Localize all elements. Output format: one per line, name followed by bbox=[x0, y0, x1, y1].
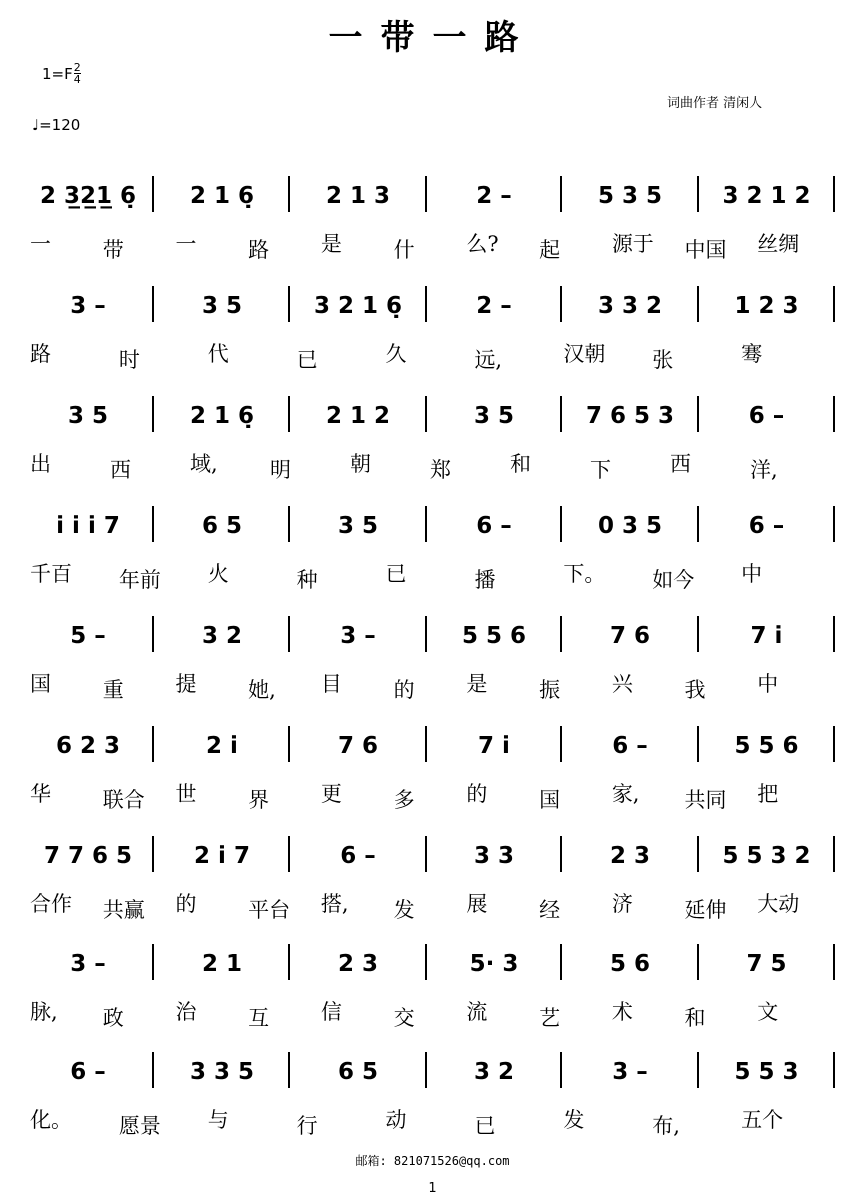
measure bbox=[28, 1054, 148, 1090]
measure bbox=[432, 398, 556, 434]
lyric-syllable: 多 bbox=[393, 788, 415, 812]
measure bbox=[568, 618, 692, 654]
measure-notes: 6 5 bbox=[337, 1059, 378, 1085]
lyric-syllable: 中 bbox=[741, 562, 763, 586]
measure-notes: 3 3 bbox=[473, 843, 514, 869]
measure bbox=[705, 288, 828, 324]
lyric-syllable: 明 bbox=[270, 458, 291, 482]
measure-notes: 5 5 3 2 bbox=[722, 843, 811, 869]
measure-notes: 3 – bbox=[70, 293, 106, 319]
lyric-syllable: 火 bbox=[207, 562, 229, 586]
measure bbox=[160, 728, 284, 764]
bar-line bbox=[425, 1052, 427, 1088]
lyric-syllable: 政 bbox=[102, 1006, 124, 1030]
measure bbox=[160, 1054, 284, 1090]
tempo-value: =120 bbox=[39, 116, 81, 134]
lyric-syllable: 与 bbox=[207, 1108, 229, 1132]
measure-notes: 2 3̲2̲1̲ 6̣ bbox=[39, 183, 137, 209]
bar-line bbox=[425, 506, 427, 542]
bar-line bbox=[560, 396, 562, 432]
lyric-syllable: 种 bbox=[296, 568, 318, 592]
measure bbox=[432, 946, 556, 982]
lyric-syllable: 西 bbox=[670, 452, 691, 476]
lyric-syllable: 丝绸 bbox=[757, 232, 800, 256]
measure bbox=[160, 288, 284, 324]
lyric-syllable: 一 bbox=[175, 232, 197, 256]
bar-line bbox=[560, 286, 562, 322]
measure bbox=[432, 1054, 556, 1090]
bar-line bbox=[833, 506, 835, 542]
score-system bbox=[0, 818, 865, 928]
lyric-syllable: 郑 bbox=[430, 458, 451, 482]
bar-line bbox=[152, 944, 154, 980]
lyric-syllable: 国 bbox=[539, 788, 561, 812]
lyric-syllable: 代 bbox=[207, 342, 229, 366]
lyric-syllable: 年前 bbox=[118, 568, 161, 592]
measure bbox=[28, 178, 148, 214]
page-number: 1 bbox=[428, 1181, 437, 1196]
measure-notes: 6 5 bbox=[201, 513, 242, 539]
measure-notes: 3 2 bbox=[473, 1059, 514, 1085]
lyric-syllable: 中国 bbox=[684, 238, 727, 262]
lyric-syllable: 艺 bbox=[539, 1006, 561, 1030]
lyric-syllable: 交 bbox=[393, 1006, 415, 1030]
notes-row bbox=[0, 926, 865, 986]
lyric-syllable: 治 bbox=[175, 1000, 197, 1024]
measure bbox=[568, 508, 692, 544]
lyric-syllable: 发 bbox=[393, 898, 415, 922]
notes-row bbox=[0, 1034, 865, 1094]
lyric-syllable: 什 bbox=[393, 238, 415, 262]
bar-line bbox=[833, 836, 835, 872]
measure bbox=[705, 946, 828, 982]
measure bbox=[160, 838, 284, 874]
lyrics-row bbox=[0, 320, 865, 372]
lyric-syllable: 延伸 bbox=[684, 898, 727, 922]
bar-line bbox=[288, 1052, 290, 1088]
lyric-syllable: 振 bbox=[539, 678, 561, 702]
bar-line bbox=[425, 726, 427, 762]
lyric-syllable: 发 bbox=[563, 1108, 585, 1132]
measure-notes: 2 1 3 bbox=[325, 183, 391, 209]
bar-line bbox=[288, 286, 290, 322]
bar-line bbox=[560, 1052, 562, 1088]
bar-line bbox=[425, 616, 427, 652]
measure bbox=[705, 1054, 828, 1090]
measure bbox=[28, 946, 148, 982]
measure-notes: 2 1 6̣ bbox=[189, 183, 255, 209]
lyric-syllable: 合作 bbox=[30, 892, 72, 916]
measure bbox=[432, 288, 556, 324]
bar-line bbox=[833, 1052, 835, 1088]
measure-notes: 3 3 5 bbox=[189, 1059, 255, 1085]
measure bbox=[160, 946, 284, 982]
lyric-syllable: 下。 bbox=[563, 562, 606, 586]
bar-line bbox=[560, 836, 562, 872]
measure-notes: 2 i̇ bbox=[206, 733, 238, 759]
bar-line bbox=[560, 616, 562, 652]
lyric-syllable: 久 bbox=[385, 342, 407, 366]
bar-line bbox=[560, 944, 562, 980]
bar-line bbox=[152, 726, 154, 762]
lyric-syllable: 脉, bbox=[30, 1000, 58, 1024]
lyric-syllable: 起 bbox=[539, 238, 561, 262]
lyric-syllable: 信 bbox=[320, 1000, 342, 1024]
measure bbox=[432, 508, 556, 544]
measure bbox=[432, 838, 556, 874]
bar-line bbox=[833, 286, 835, 322]
measure-notes: 3 2 bbox=[201, 623, 242, 649]
lyric-syllable: 目 bbox=[320, 672, 342, 696]
bar-line bbox=[697, 944, 699, 980]
score-system bbox=[0, 708, 865, 818]
measure bbox=[160, 178, 284, 214]
lyric-syllable: 平台 bbox=[248, 898, 291, 922]
measure bbox=[296, 288, 420, 324]
lyric-syllable: 兴 bbox=[611, 672, 633, 696]
measure-notes: 7 5 bbox=[746, 951, 787, 977]
measure-notes: 6 – bbox=[476, 513, 512, 539]
lyric-syllable: 布, bbox=[652, 1114, 680, 1138]
measure-notes: 6 – bbox=[340, 843, 376, 869]
lyric-syllable: 西 bbox=[110, 458, 131, 482]
bar-line bbox=[288, 506, 290, 542]
credit: 词曲作者 清闲人 bbox=[667, 96, 763, 111]
bar-line bbox=[425, 396, 427, 432]
bar-line bbox=[833, 396, 835, 432]
notes-row bbox=[0, 268, 865, 328]
measure bbox=[28, 838, 148, 874]
lyric-syllable: 更 bbox=[320, 782, 342, 806]
measure-notes: 3 2 1 2 bbox=[722, 183, 811, 209]
lyric-syllable: 是 bbox=[466, 672, 488, 696]
lyric-syllable: 华 bbox=[30, 782, 51, 806]
bar-line bbox=[697, 506, 699, 542]
measure-notes: 2 i̇ 7 bbox=[194, 843, 250, 869]
bar-line bbox=[152, 506, 154, 542]
measure-notes: 2 1 2 bbox=[325, 403, 391, 429]
measure-notes: 0 3 5 bbox=[597, 513, 663, 539]
measure-notes: 1 2 3 bbox=[734, 293, 799, 319]
lyric-syllable: 朝 bbox=[350, 452, 371, 476]
song-title: 一带一路 bbox=[328, 18, 537, 58]
score-system bbox=[0, 378, 865, 488]
notes-row bbox=[0, 598, 865, 658]
lyric-syllable: 张 bbox=[652, 348, 674, 372]
measure bbox=[28, 728, 148, 764]
measure-notes: 2 – bbox=[476, 293, 512, 319]
lyric-syllable: 我 bbox=[684, 678, 706, 702]
measure bbox=[160, 508, 284, 544]
measure-notes: 7 6 bbox=[609, 623, 650, 649]
bar-line bbox=[288, 176, 290, 212]
lyric-syllable: 和 bbox=[510, 452, 531, 476]
lyric-syllable: 经 bbox=[539, 898, 561, 922]
measure bbox=[432, 178, 556, 214]
measure bbox=[432, 618, 556, 654]
measure-notes: 2 1 6̣ bbox=[189, 403, 255, 429]
measure bbox=[296, 838, 420, 874]
bar-line bbox=[560, 726, 562, 762]
measure bbox=[296, 398, 420, 434]
measure bbox=[296, 1054, 420, 1090]
bar-line bbox=[288, 944, 290, 980]
measure bbox=[28, 618, 148, 654]
lyric-syllable: 的 bbox=[466, 782, 488, 806]
measure bbox=[705, 398, 828, 434]
measure-notes: 3 5 bbox=[201, 293, 242, 319]
bar-line bbox=[152, 836, 154, 872]
lyric-syllable: 互 bbox=[248, 1006, 270, 1030]
lyric-syllable: 提 bbox=[175, 672, 197, 696]
lyric-syllable: 么? bbox=[466, 232, 499, 256]
lyric-syllable: 出 bbox=[30, 452, 51, 476]
measure bbox=[705, 728, 828, 764]
lyric-syllable: 是 bbox=[320, 232, 342, 256]
measure-notes: 2 1 bbox=[201, 951, 242, 977]
bar-line bbox=[288, 836, 290, 872]
lyric-syllable: 路 bbox=[248, 238, 270, 262]
measure-notes: 5 – bbox=[70, 623, 106, 649]
bar-line bbox=[425, 836, 427, 872]
lyrics-row bbox=[0, 870, 865, 922]
lyrics-row bbox=[0, 978, 865, 1030]
notes-row bbox=[0, 378, 865, 438]
lyric-syllable: 术 bbox=[611, 1000, 633, 1024]
lyric-syllable: 一 bbox=[30, 232, 51, 256]
bar-line bbox=[152, 286, 154, 322]
measure bbox=[568, 398, 692, 434]
notes-row bbox=[0, 708, 865, 768]
bar-line bbox=[152, 396, 154, 432]
lyric-syllable: 联合 bbox=[102, 788, 145, 812]
measure-notes: 6 – bbox=[748, 403, 785, 429]
measure-notes: 3 – bbox=[612, 1059, 648, 1085]
lyric-syllable: 的 bbox=[393, 678, 415, 702]
measure bbox=[160, 398, 284, 434]
lyric-syllable: 远, bbox=[474, 348, 503, 372]
key-label: 1=F bbox=[42, 64, 73, 83]
bar-line bbox=[152, 616, 154, 652]
measure bbox=[705, 178, 828, 214]
measure-notes: 6 – bbox=[612, 733, 648, 759]
measure bbox=[568, 288, 692, 324]
measure-notes: 7 6 bbox=[337, 733, 378, 759]
lyric-syllable: 骞 bbox=[741, 342, 763, 366]
measure-notes: 5 5 6 bbox=[734, 733, 799, 759]
time-signature bbox=[74, 62, 81, 85]
lyric-syllable: 域, bbox=[190, 452, 218, 476]
bar-line bbox=[697, 396, 699, 432]
lyric-syllable: 的 bbox=[175, 892, 197, 916]
bar-line bbox=[833, 944, 835, 980]
bar-line bbox=[425, 286, 427, 322]
measure bbox=[568, 1054, 692, 1090]
bar-line bbox=[560, 506, 562, 542]
lyric-syllable: 千百 bbox=[30, 562, 72, 586]
lyric-syllable: 源于 bbox=[611, 232, 654, 256]
measure bbox=[160, 618, 284, 654]
score-system bbox=[0, 488, 865, 598]
lyric-syllable: 播 bbox=[474, 568, 496, 592]
lyric-syllable: 化。 bbox=[30, 1108, 72, 1132]
lyric-syllable: 下 bbox=[590, 458, 611, 482]
lyrics-row bbox=[0, 760, 865, 812]
measure bbox=[296, 728, 420, 764]
lyric-syllable: 愿景 bbox=[118, 1114, 161, 1138]
measure-notes: 6 – bbox=[70, 1059, 106, 1085]
lyric-syllable: 中 bbox=[757, 672, 779, 696]
bar-line bbox=[697, 1052, 699, 1088]
measure-notes: 3 3 2 bbox=[597, 293, 663, 319]
bar-line bbox=[425, 944, 427, 980]
bar-line bbox=[288, 396, 290, 432]
lyric-syllable: 流 bbox=[466, 1000, 488, 1024]
measure bbox=[705, 838, 828, 874]
notes-row bbox=[0, 158, 865, 218]
bar-line bbox=[833, 726, 835, 762]
measure bbox=[568, 178, 692, 214]
measure bbox=[28, 288, 148, 324]
measure-notes: 5 3 5 bbox=[597, 183, 663, 209]
lyric-syllable: 世 bbox=[175, 782, 197, 806]
measure-notes: 3 – bbox=[340, 623, 376, 649]
bar-line bbox=[697, 726, 699, 762]
bar-line bbox=[152, 1052, 154, 1088]
measure-notes: 6 2 3 bbox=[55, 733, 121, 759]
measure-notes: 3 5 bbox=[337, 513, 378, 539]
lyric-syllable: 行 bbox=[296, 1114, 318, 1138]
notes-row bbox=[0, 818, 865, 878]
measure-notes: 5· 3 bbox=[469, 951, 519, 977]
measure-notes: 2 3 bbox=[337, 951, 378, 977]
score-system bbox=[0, 158, 865, 268]
lyric-syllable: 文 bbox=[757, 1000, 779, 1024]
lyrics-row bbox=[0, 1086, 865, 1138]
lyrics-row bbox=[0, 540, 865, 592]
measure bbox=[705, 618, 828, 654]
measure bbox=[432, 728, 556, 764]
score-system bbox=[0, 1034, 865, 1144]
measure bbox=[568, 838, 692, 874]
lyric-syllable: 界 bbox=[248, 788, 270, 812]
lyric-syllable: 汉朝 bbox=[563, 342, 606, 366]
measure-notes: 5 5 3 bbox=[734, 1059, 799, 1085]
time-top: 2 bbox=[73, 61, 81, 74]
lyric-syllable: 搭, bbox=[320, 892, 349, 916]
lyrics-row bbox=[0, 430, 865, 482]
measure-notes: i̇ i̇ i̇ 7 bbox=[56, 513, 120, 539]
lyric-syllable: 她, bbox=[248, 678, 276, 702]
measure bbox=[296, 178, 420, 214]
lyric-syllable: 重 bbox=[102, 678, 124, 702]
lyric-syllable: 和 bbox=[684, 1006, 706, 1030]
lyric-syllable: 已 bbox=[474, 1114, 496, 1138]
measure-notes: 6 – bbox=[748, 513, 785, 539]
bar-line bbox=[697, 176, 699, 212]
bar-line bbox=[425, 176, 427, 212]
measure-notes: 7 i̇ bbox=[750, 623, 783, 649]
measure-notes: 3 2 1 6̣ bbox=[313, 293, 403, 319]
score-system bbox=[0, 598, 865, 708]
bar-line bbox=[697, 616, 699, 652]
bar-line bbox=[833, 176, 835, 212]
quarter-note-icon: ♩ bbox=[32, 116, 40, 134]
key-signature bbox=[42, 62, 81, 85]
footer-email: 邮箱: 821071526@qq.com bbox=[355, 1154, 510, 1168]
measure-notes: 5 5 6 bbox=[461, 623, 527, 649]
measure-notes: 7 i̇ bbox=[478, 733, 510, 759]
measure-notes: 3 5 bbox=[473, 403, 514, 429]
lyric-syllable: 国 bbox=[30, 672, 51, 696]
measure bbox=[296, 946, 420, 982]
lyric-syllable: 路 bbox=[30, 342, 51, 366]
lyric-syllable: 展 bbox=[466, 892, 488, 916]
lyric-syllable: 共赢 bbox=[102, 898, 145, 922]
lyric-syllable: 时 bbox=[118, 348, 140, 372]
bar-line bbox=[697, 286, 699, 322]
measure bbox=[296, 618, 420, 654]
bar-line bbox=[288, 726, 290, 762]
measure bbox=[296, 508, 420, 544]
lyrics-row bbox=[0, 210, 865, 262]
bar-line bbox=[152, 176, 154, 212]
lyric-syllable: 家, bbox=[611, 782, 640, 806]
lyric-syllable: 共同 bbox=[684, 788, 727, 812]
bar-line bbox=[560, 176, 562, 212]
lyric-syllable: 洋, bbox=[750, 458, 778, 482]
bar-line bbox=[288, 616, 290, 652]
tempo-marking bbox=[32, 116, 80, 134]
lyric-syllable: 动 bbox=[385, 1108, 407, 1132]
lyric-syllable: 济 bbox=[611, 892, 633, 916]
score-system bbox=[0, 268, 865, 378]
lyric-syllable: 已 bbox=[385, 562, 407, 586]
measure bbox=[568, 728, 692, 764]
measure bbox=[568, 946, 692, 982]
measure bbox=[28, 398, 148, 434]
measure-notes: 7 7 6 5 bbox=[43, 843, 133, 869]
time-bottom: 4 bbox=[73, 73, 81, 86]
bar-line bbox=[833, 616, 835, 652]
lyric-syllable: 把 bbox=[757, 782, 779, 806]
bar-line bbox=[697, 836, 699, 872]
measure-notes: 3 5 bbox=[67, 403, 108, 429]
lyrics-row bbox=[0, 650, 865, 702]
measure-notes: 2 – bbox=[476, 183, 512, 209]
measure-notes: 5 6 bbox=[609, 951, 650, 977]
measure-notes: 3 – bbox=[70, 951, 106, 977]
lyric-syllable: 大动 bbox=[757, 892, 800, 916]
lyric-syllable: 五个 bbox=[741, 1108, 784, 1132]
measure-notes: 2 3 bbox=[609, 843, 650, 869]
lyric-syllable: 如今 bbox=[652, 568, 695, 592]
measure bbox=[28, 508, 148, 544]
measure bbox=[705, 508, 828, 544]
lyric-syllable: 带 bbox=[102, 238, 124, 262]
score-system bbox=[0, 926, 865, 1036]
lyric-syllable: 已 bbox=[296, 348, 318, 372]
measure-notes: 7 6 5 3 bbox=[585, 403, 675, 429]
notes-row bbox=[0, 488, 865, 548]
